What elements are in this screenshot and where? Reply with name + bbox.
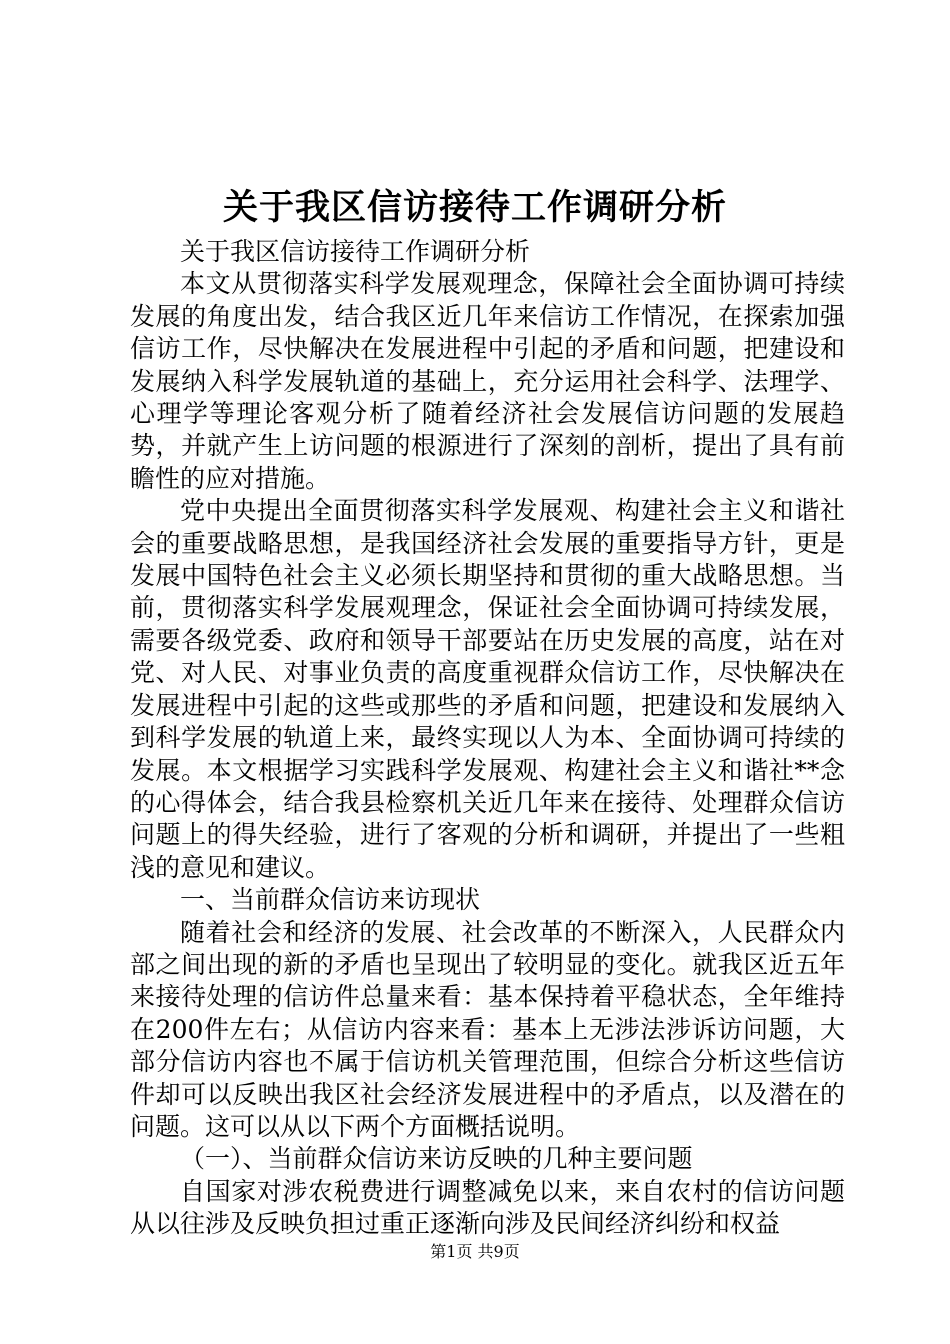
- document-body: [130, 236, 845, 1241]
- abstract-paragraph: 本文从贯彻落实科学发展观理念，保障社会全面协调可持续发展的角度出发，结合我区近几年来信访工作情况，在探索加强信访工作，尽快解决在发展进程中引起的矛盾和问题，把建设和发展纳入科学发展轨道的基础上，充分运用社会科学、法理学、心理学等理论客观分析了随着经济社会发展信访问题的发展趋势，并就产生上访问题的根源进行了深刻的剖析，提出了具有前瞻性的应对措施。: [130, 269, 845, 493]
- document-title: 关于我区信访接待工作调研分析: [222, 187, 727, 228]
- subsection-paragraph: 自国家对涉农税费进行调整减免以来，来自农村的信访问题从以往涉及反映负担过重正逐渐向涉及民间经济纠纷和权益: [130, 1176, 845, 1239]
- page-number-footer: 第1页 共9页: [430, 1242, 520, 1261]
- subtitle-paragraph: 关于我区信访接待工作调研分析: [180, 237, 531, 266]
- section-heading: 一、当前群众信访来访现状: [180, 885, 481, 915]
- subsection-heading: （一）、当前群众信访来访反映的几种主要问题: [180, 1144, 693, 1174]
- intro-paragraph: 党中央提出全面贯彻落实科学发展观、构建社会主义和谐社会的重要战略思想，是我国经济社会发展的重要指导方针，更是发展中国特色社会主义必须长期坚持和贯彻的重大战略思想。当前，贯彻落实科学发展观理念，保证社会全面协调可持续发展，需要各级党委、政府和领导干部要站在历史发展的高度，站在对党、对人民、对事业负责的高度重视群众信访工作，尽快解决在发展进程中引起的这些或那些的矛盾和问题，把建设和发展纳入到科学发展的轨道上来，最终实现以人为本、全面协调可持续的发展。本文根据学习实践科学发展观、构建社会主义和谐社**念的心得体会，结合我县检察机关近几年来在接待、处理群众信访问题上的得失经验，进行了客观的分析和调研，并提出了一些粗浅的意见和建议。: [130, 496, 845, 882]
- section-paragraph: 随着社会和经济的发展、社会改革的不断深入，人民群众内部之间出现的新的矛盾也呈现出了较明显的变化。就我区近五年来接待处理的信访件总量来看：基本保持着平稳状态，全年维持在200件左右；从信访内容来看：基本上无涉法涉诉访问题，大部分信访内容也不属于信访机关管理范围，但综合分析这些信访件却可以反映出我区社会经济发展进程中的矛盾点，以及潜在的问题。这可以从以下两个方面概括说明。: [130, 917, 845, 1141]
